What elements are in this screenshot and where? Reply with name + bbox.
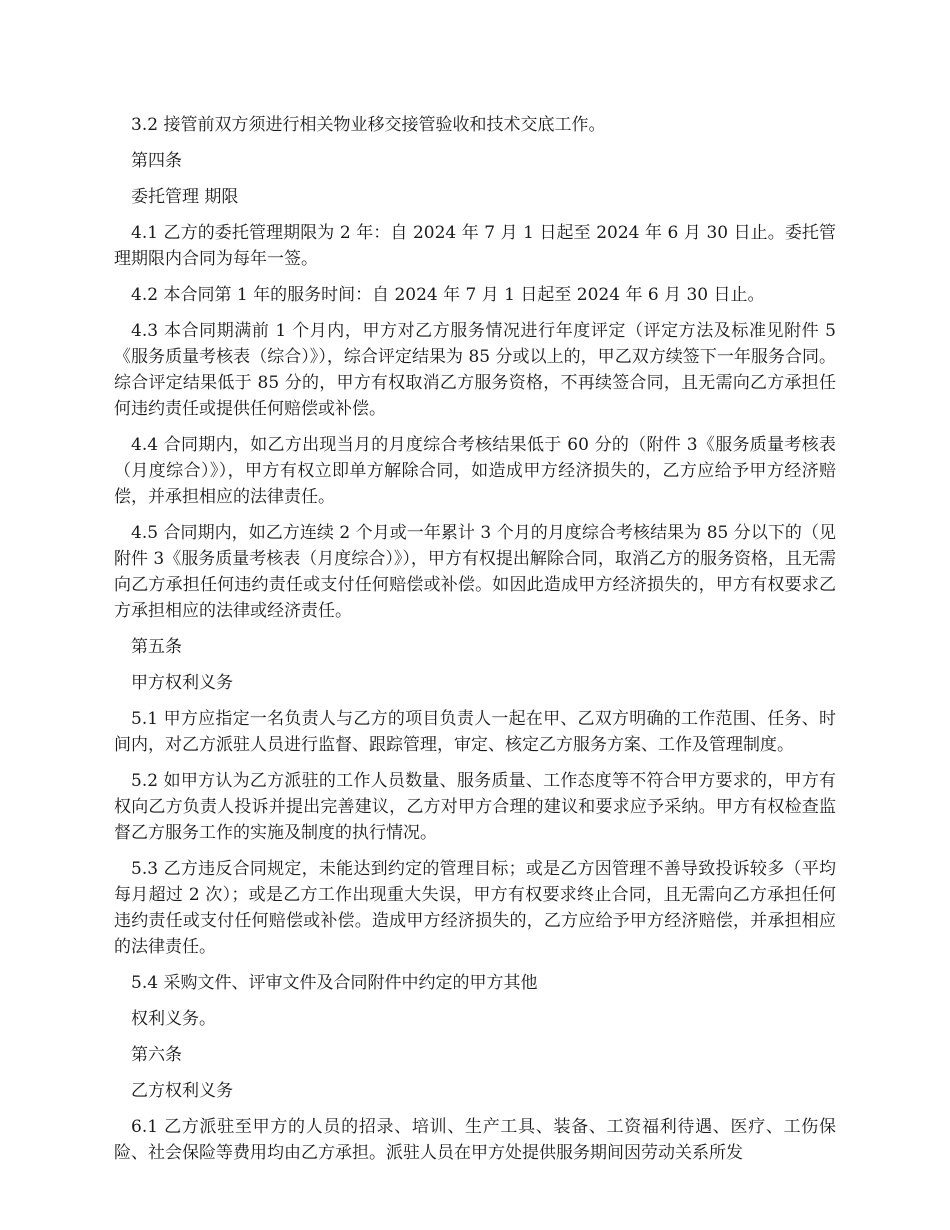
clause-3-2: 3.2 接管前双方须进行相关物业移交接管验收和技术交底工作。 xyxy=(131,115,606,135)
article-4-title: 委托管理 期限 xyxy=(131,187,239,207)
clause-6-1: 6.1 乙方派驻至甲方的人员的招录、培训、生产工具、装备、工资福利待遇、医疗、工伤保险、社会保险等费用均由乙方承担。派驻人员在甲方处提供服务期间因劳动关系所发 xyxy=(114,1117,836,1163)
article-6-title: 乙方权利义务 xyxy=(131,1081,233,1101)
clause-5-4-continued: 权利义务。 xyxy=(131,1009,216,1029)
clause-5-3: 5.3 乙方违反合同规定，未能达到约定的管理目标；或是乙方因管理不善导致投诉较多（平均每月超过 2 次）；或是乙方工作出现重大失误，甲方有权要求终止合同，且无需向乙方承担任何违约责任或支付任何赔偿或补偿。造成甲方经济损失的，乙方应给予甲方经济赔偿，并承担相应的法律责任。 xyxy=(114,859,836,957)
clause-4-1: 4.1 乙方的委托管理期限为 2 年：自 2024 年 7 月 1 日起至 2024 年 6 月 30 日止。委托管理期限内合同为每年一签。 xyxy=(114,223,836,269)
clause-5-1: 5.1 甲方应指定一名负责人与乙方的项目负责人一起在甲、乙双方明确的工作范围、任务、时间内，对乙方派驻人员进行监督、跟踪管理，审定、核定乙方服务方案、工作及管理制度。 xyxy=(114,709,836,755)
clause-4-2: 4.2 本合同第 1 年的服务时间：自 2024 年 7 月 1 日起至 2024 年 6 月 30 日止。 xyxy=(131,285,765,305)
clause-4-5: 4.5 合同期内，如乙方连续 2 个月或一年累计 3 个月的月度综合考核结果为 85 分以下的（见附件 3《服务质量考核表（月度综合）》），甲方有权提出解除合同，取消乙方的服务资格，且无需向乙方承担任何违约责任或支付任何赔偿或补偿。如因此造成甲方经济损失的，甲方有权要求乙方承担相应的法律或经济责任。 xyxy=(114,523,836,621)
clause-5-2: 5.2 如甲方认为乙方派驻的工作人员数量、服务质量、工作态度等不符合甲方要求的，甲方有权向乙方负责人投诉并提出完善建议，乙方对甲方合理的建议和要求应予采纳。甲方有权检查监督乙方服务工作的实施及制度的执行情况。 xyxy=(114,771,836,843)
article-5-heading: 第五条 xyxy=(131,637,182,657)
document-body xyxy=(114,112,836,1176)
article-4-heading: 第四条 xyxy=(131,151,182,171)
article-5-title: 甲方权利义务 xyxy=(131,673,233,693)
clause-5-4: 5.4 采购文件、评审文件及合同附件中约定的甲方其他 xyxy=(131,973,538,993)
clause-4-3: 4.3 本合同期满前 1 个月内，甲方对乙方服务情况进行年度评定（评定方法及标准见附件 5《服务质量考核表（综合）》），综合评定结果为 85 分或以上的，甲乙双方续签下一年服务合同。综合评定结果低于 85 分的，甲方有权取消乙方服务资格，不再续签合同，且无需向乙方承担任何违约责任或提供任何赔偿或补偿。 xyxy=(114,321,836,419)
article-6-heading: 第六条 xyxy=(131,1045,182,1065)
clause-4-4: 4.4 合同期内，如乙方出现当月的月度综合考核结果低于 60 分的（附件 3《服务质量考核表（月度综合）》），甲方有权立即单方解除合同，如造成甲方经济损失的，乙方应给予甲方经济赔偿，并承担相应的法律责任。 xyxy=(114,435,836,507)
